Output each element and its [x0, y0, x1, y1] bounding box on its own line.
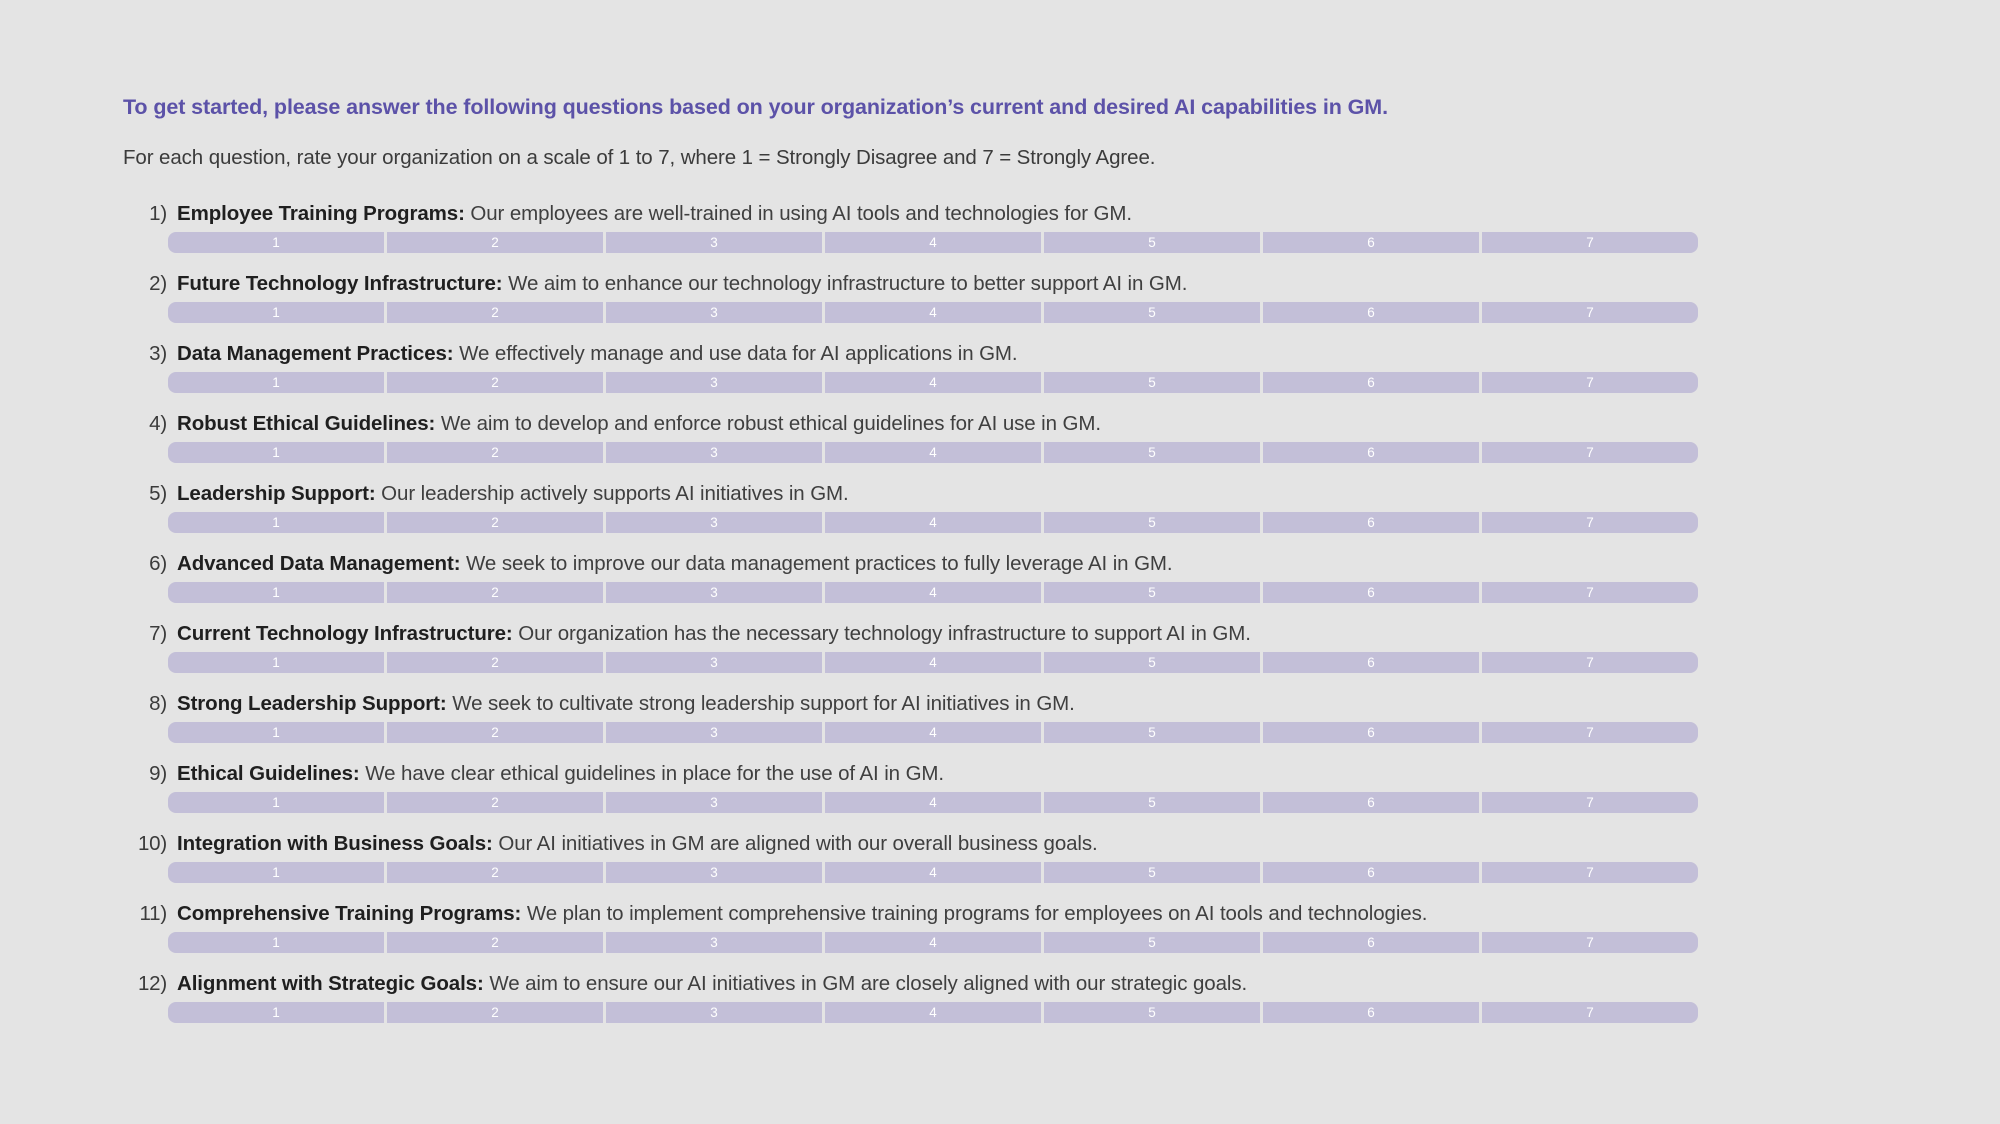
rating-option-2[interactable]: 2 — [387, 862, 603, 883]
rating-option-7[interactable]: 7 — [1482, 512, 1698, 533]
question-number: 11) — [139, 902, 167, 926]
question-description: Our organization has the necessary technology infrastructure to support AI in GM. — [518, 622, 1251, 646]
question-text — [177, 342, 1018, 366]
question-text-line — [123, 272, 2000, 296]
question-row — [123, 972, 2000, 1023]
rating-option-3[interactable]: 3 — [606, 232, 822, 253]
rating-option-6[interactable]: 6 — [1263, 862, 1479, 883]
question-row — [123, 762, 2000, 813]
rating-option-7[interactable]: 7 — [1482, 652, 1698, 673]
rating-scale[interactable] — [168, 652, 1698, 673]
question-text — [177, 202, 1132, 226]
question-number: 4) — [149, 412, 167, 436]
rating-option-3[interactable]: 3 — [606, 442, 822, 463]
rating-option-6[interactable]: 6 — [1263, 582, 1479, 603]
question-row — [123, 412, 2000, 463]
question-label: Employee Training Programs: — [177, 202, 465, 226]
rating-option-1[interactable]: 1 — [168, 722, 384, 743]
rating-option-3[interactable]: 3 — [606, 582, 822, 603]
question-text — [177, 762, 944, 786]
rating-option-4[interactable]: 4 — [825, 232, 1041, 253]
rating-option-6[interactable]: 6 — [1263, 932, 1479, 953]
question-row — [123, 482, 2000, 533]
rating-option-6[interactable]: 6 — [1263, 1002, 1479, 1023]
rating-option-5[interactable]: 5 — [1044, 1002, 1260, 1023]
rating-option-3[interactable]: 3 — [606, 932, 822, 953]
question-text — [177, 552, 1173, 576]
question-text-line — [123, 692, 2000, 716]
rating-scale[interactable] — [168, 442, 1698, 463]
question-text-line — [123, 972, 2000, 996]
rating-option-4[interactable]: 4 — [825, 722, 1041, 743]
rating-scale[interactable] — [168, 582, 1698, 603]
rating-option-6[interactable]: 6 — [1263, 232, 1479, 253]
rating-option-6[interactable]: 6 — [1263, 722, 1479, 743]
question-text — [177, 272, 1187, 296]
intro-instructions: For each question, rate your organization on a scale of 1 to 7, where 1 = Strongly Disagree and 7 = Strongly Agree. — [123, 145, 1156, 169]
question-row — [123, 552, 2000, 603]
rating-option-7[interactable]: 7 — [1482, 232, 1698, 253]
rating-option-5[interactable]: 5 — [1044, 862, 1260, 883]
rating-option-6[interactable]: 6 — [1263, 652, 1479, 673]
rating-option-7[interactable]: 7 — [1482, 582, 1698, 603]
rating-option-1[interactable]: 1 — [168, 232, 384, 253]
rating-option-2[interactable]: 2 — [387, 512, 603, 533]
rating-option-4[interactable]: 4 — [825, 792, 1041, 813]
rating-option-2[interactable]: 2 — [387, 932, 603, 953]
rating-option-4[interactable]: 4 — [825, 932, 1041, 953]
question-row — [123, 272, 2000, 323]
rating-option-7[interactable]: 7 — [1482, 862, 1698, 883]
question-text — [177, 902, 1427, 926]
question-text-line — [123, 552, 2000, 576]
question-number: 10) — [137, 832, 167, 856]
rating-scale[interactable] — [168, 302, 1698, 323]
rating-option-5[interactable]: 5 — [1044, 582, 1260, 603]
rating-option-5[interactable]: 5 — [1044, 442, 1260, 463]
rating-option-1[interactable]: 1 — [168, 442, 384, 463]
question-label: Ethical Guidelines: — [177, 762, 360, 786]
rating-option-3[interactable]: 3 — [606, 792, 822, 813]
question-description: We aim to ensure our AI initiatives in GM are closely aligned with our strategic goals. — [489, 972, 1248, 996]
rating-scale[interactable] — [168, 232, 1698, 253]
rating-scale[interactable] — [168, 372, 1698, 393]
rating-option-3[interactable]: 3 — [606, 1002, 822, 1023]
rating-option-3[interactable]: 3 — [606, 652, 822, 673]
rating-option-1[interactable]: 1 — [168, 652, 384, 673]
question-number: 6) — [149, 552, 167, 576]
rating-option-7[interactable]: 7 — [1482, 722, 1698, 743]
rating-option-4[interactable]: 4 — [825, 652, 1041, 673]
rating-option-1[interactable]: 1 — [168, 792, 384, 813]
question-text — [177, 412, 1101, 436]
question-text-line — [123, 622, 2000, 646]
rating-option-5[interactable]: 5 — [1044, 512, 1260, 533]
question-text-line — [123, 342, 2000, 366]
rating-option-7[interactable]: 7 — [1482, 372, 1698, 393]
question-text — [177, 972, 1247, 996]
rating-option-7[interactable]: 7 — [1482, 792, 1698, 813]
question-label: Alignment with Strategic Goals: — [177, 972, 484, 996]
intro-heading: To get started, please answer the following questions based on your organization’s current and desired AI capabilities in GM. — [123, 95, 1388, 119]
rating-option-3[interactable]: 3 — [606, 862, 822, 883]
question-number: 12) — [137, 972, 167, 996]
rating-option-3[interactable]: 3 — [606, 512, 822, 533]
rating-option-4[interactable]: 4 — [825, 442, 1041, 463]
question-description: We effectively manage and use data for AI applications in GM. — [459, 342, 1018, 366]
rating-option-7[interactable]: 7 — [1482, 932, 1698, 953]
question-row — [123, 202, 2000, 253]
rating-option-1[interactable]: 1 — [168, 862, 384, 883]
rating-option-2[interactable]: 2 — [387, 232, 603, 253]
question-text — [177, 622, 1251, 646]
question-label: Leadership Support: — [177, 482, 376, 506]
rating-option-3[interactable]: 3 — [606, 722, 822, 743]
question-text — [177, 482, 849, 506]
question-label: Integration with Business Goals: — [177, 832, 493, 856]
rating-option-6[interactable]: 6 — [1263, 442, 1479, 463]
question-text-line — [123, 902, 2000, 926]
question-description: We seek to improve our data management practices to fully leverage AI in GM. — [466, 552, 1173, 576]
rating-option-1[interactable]: 1 — [168, 512, 384, 533]
rating-scale[interactable] — [168, 862, 1698, 883]
rating-option-5[interactable]: 5 — [1044, 372, 1260, 393]
rating-option-2[interactable]: 2 — [387, 582, 603, 603]
rating-option-1[interactable]: 1 — [168, 582, 384, 603]
question-label: Strong Leadership Support: — [177, 692, 447, 716]
rating-option-2[interactable]: 2 — [387, 442, 603, 463]
rating-scale[interactable] — [168, 932, 1698, 953]
question-number: 3) — [149, 342, 167, 366]
question-row — [123, 692, 2000, 743]
question-description: We have clear ethical guidelines in place for the use of AI in GM. — [365, 762, 944, 786]
rating-option-2[interactable]: 2 — [387, 792, 603, 813]
rating-option-5[interactable]: 5 — [1044, 722, 1260, 743]
rating-option-5[interactable]: 5 — [1044, 652, 1260, 673]
rating-option-4[interactable]: 4 — [825, 582, 1041, 603]
rating-scale[interactable] — [168, 1002, 1698, 1023]
rating-option-5[interactable]: 5 — [1044, 932, 1260, 953]
rating-option-1[interactable]: 1 — [168, 1002, 384, 1023]
rating-option-2[interactable]: 2 — [387, 652, 603, 673]
question-number: 1) — [149, 202, 167, 226]
question-label: Current Technology Infrastructure: — [177, 622, 513, 646]
rating-option-1[interactable]: 1 — [168, 372, 384, 393]
rating-option-1[interactable]: 1 — [168, 302, 384, 323]
rating-option-4[interactable]: 4 — [825, 862, 1041, 883]
question-text — [177, 692, 1075, 716]
rating-option-2[interactable]: 2 — [387, 302, 603, 323]
rating-option-2[interactable]: 2 — [387, 1002, 603, 1023]
rating-option-7[interactable]: 7 — [1482, 1002, 1698, 1023]
rating-option-4[interactable]: 4 — [825, 302, 1041, 323]
rating-option-4[interactable]: 4 — [825, 1002, 1041, 1023]
rating-scale[interactable] — [168, 512, 1698, 533]
rating-option-6[interactable]: 6 — [1263, 512, 1479, 533]
question-text-line — [123, 762, 2000, 786]
rating-option-7[interactable]: 7 — [1482, 302, 1698, 323]
rating-option-3[interactable]: 3 — [606, 302, 822, 323]
rating-option-4[interactable]: 4 — [825, 372, 1041, 393]
question-description: We aim to enhance our technology infrastructure to better support AI in GM. — [508, 272, 1188, 296]
rating-option-5[interactable]: 5 — [1044, 232, 1260, 253]
rating-option-7[interactable]: 7 — [1482, 442, 1698, 463]
question-description: We seek to cultivate strong leadership support for AI initiatives in GM. — [452, 692, 1075, 716]
rating-scale[interactable] — [168, 792, 1698, 813]
question-row — [123, 902, 2000, 953]
question-row — [123, 342, 2000, 393]
rating-option-1[interactable]: 1 — [168, 932, 384, 953]
question-label: Advanced Data Management: — [177, 552, 461, 576]
question-label: Comprehensive Training Programs: — [177, 902, 522, 926]
question-description: Our leadership actively supports AI initiatives in GM. — [381, 482, 849, 506]
question-description: Our AI initiatives in GM are aligned with our overall business goals. — [498, 832, 1098, 856]
question-row — [123, 622, 2000, 673]
question-number: 7) — [149, 622, 167, 646]
question-text-line — [123, 482, 2000, 506]
question-description: We plan to implement comprehensive training programs for employees on AI tools and technologies. — [526, 902, 1428, 926]
question-number: 9) — [149, 762, 167, 786]
question-number: 8) — [149, 692, 167, 716]
question-text-line — [123, 412, 2000, 436]
rating-scale[interactable] — [168, 722, 1698, 743]
question-number: 5) — [149, 482, 167, 506]
question-text — [177, 832, 1098, 856]
question-row — [123, 832, 2000, 883]
question-number: 2) — [149, 272, 167, 296]
question-label: Data Management Practices: — [177, 342, 454, 366]
question-list — [123, 202, 2000, 1023]
question-label: Robust Ethical Guidelines: — [177, 412, 436, 436]
question-label: Future Technology Infrastructure: — [177, 272, 503, 296]
rating-option-2[interactable]: 2 — [387, 372, 603, 393]
rating-option-3[interactable]: 3 — [606, 372, 822, 393]
question-text-line — [123, 202, 2000, 226]
rating-option-5[interactable]: 5 — [1044, 792, 1260, 813]
question-description: We aim to develop and enforce robust ethical guidelines for AI use in GM. — [440, 412, 1101, 436]
rating-option-6[interactable]: 6 — [1263, 302, 1479, 323]
rating-option-6[interactable]: 6 — [1263, 792, 1479, 813]
question-description: Our employees are well-trained in using AI tools and technologies for GM. — [470, 202, 1132, 226]
rating-option-4[interactable]: 4 — [825, 512, 1041, 533]
rating-option-5[interactable]: 5 — [1044, 302, 1260, 323]
rating-option-6[interactable]: 6 — [1263, 372, 1479, 393]
question-text-line — [123, 832, 2000, 856]
rating-option-2[interactable]: 2 — [387, 722, 603, 743]
